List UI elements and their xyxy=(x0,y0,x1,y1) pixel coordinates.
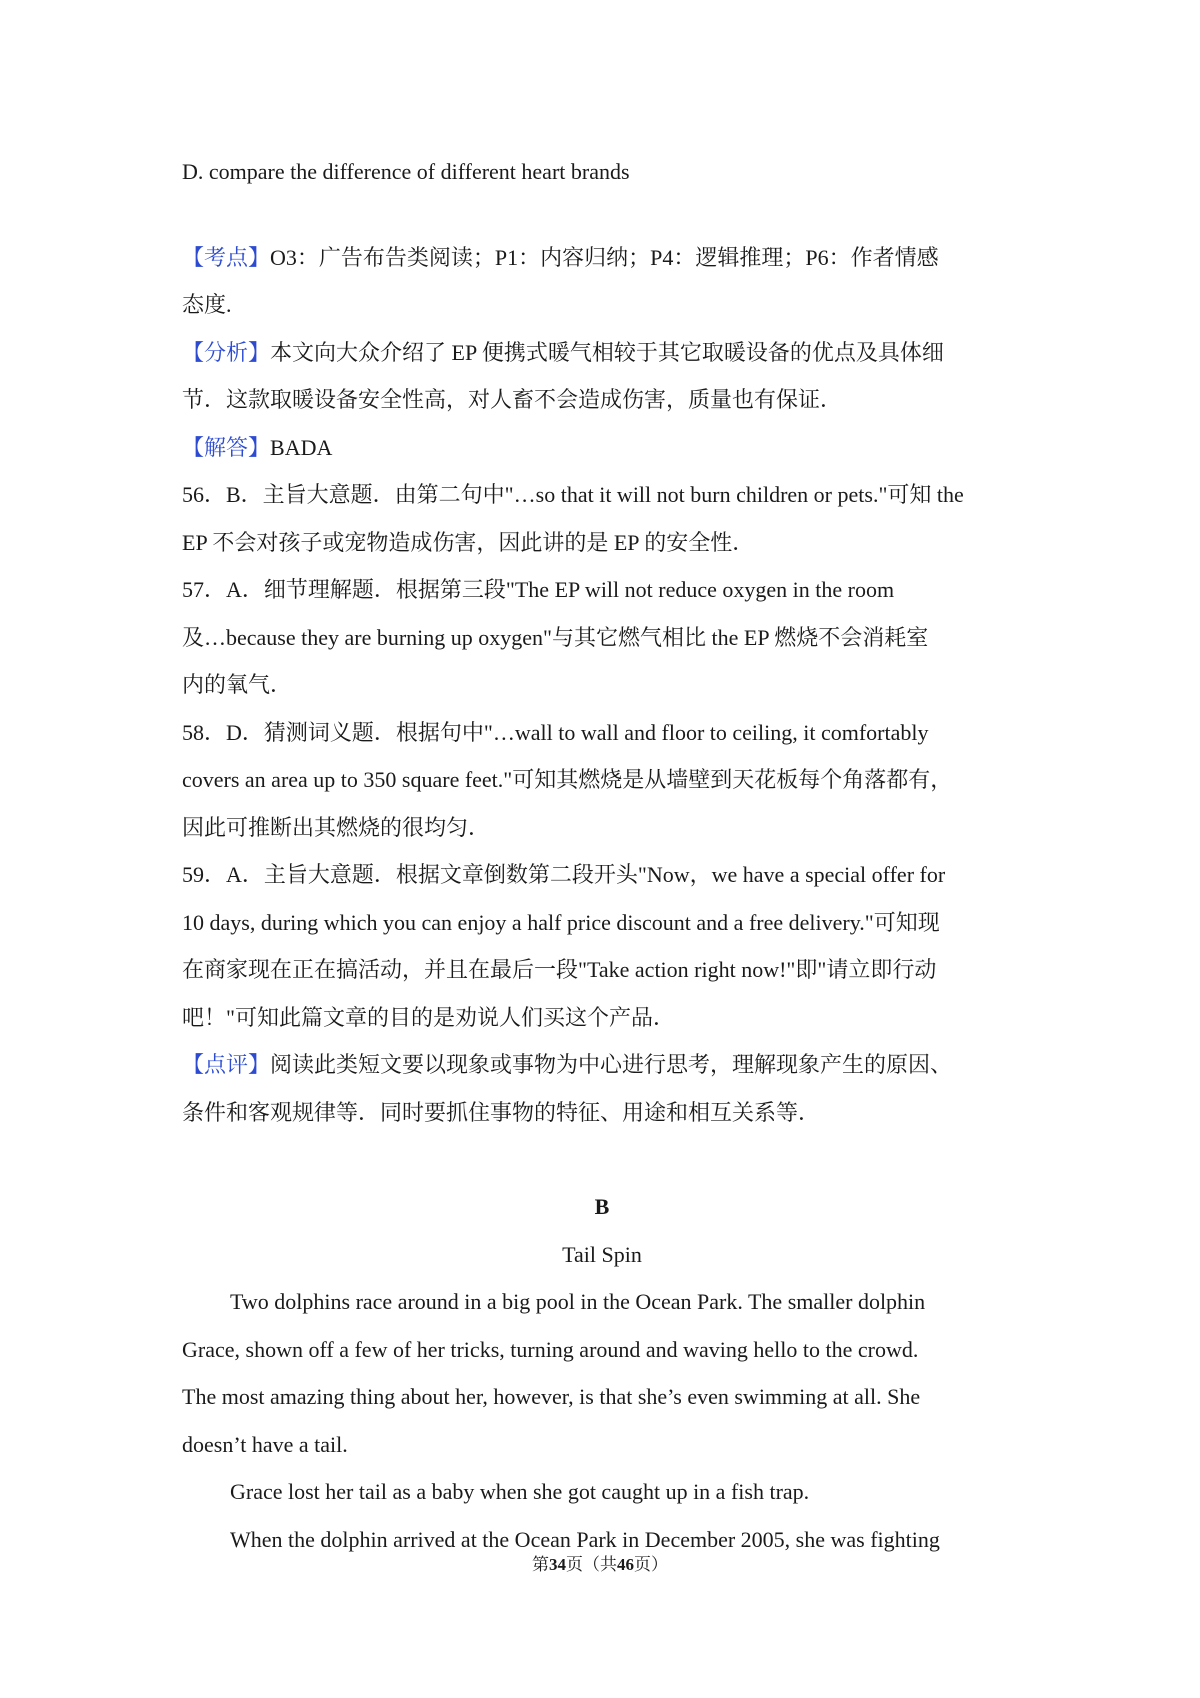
footer-middle: 页（共 xyxy=(566,1555,617,1574)
explanation-57-line-2: 及…because they are burning up oxygen"与其它燃气相比 the EP 燃烧不会消耗室 xyxy=(182,624,929,650)
kaodian-line-2: 态度. xyxy=(182,292,232,317)
passage-para1-line-1: Two dolphins race around in a big pool in the Ocean Park. The smaller dolphin xyxy=(230,1289,926,1314)
explanation-57-line-3: 内的氧气． xyxy=(182,672,293,697)
passage-para2: Grace lost her tail as a baby when she got caught up in a fish trap. xyxy=(230,1479,810,1504)
question-option-d: D. compare the difference of different heart brands xyxy=(182,159,630,184)
explanation-59-line-4: 吧！"可知此篇文章的目的是劝说人们买这个产品． xyxy=(182,1004,675,1030)
explanation-56-line-2: EP 不会对孩子或宠物造成伤害，因此讲的是 EP 的安全性． xyxy=(182,529,755,555)
explanation-58-line-3: 因此可推断出其燃烧的很均匀． xyxy=(182,814,491,840)
kaodian-line-1 xyxy=(182,234,1022,282)
page-footer xyxy=(0,1553,1200,1577)
fenxi-text: 本文向大众介绍了 EP 便携式暖气相较于其它取暖设备的优点及具体细 xyxy=(270,339,944,365)
footer-suffix: 页） xyxy=(634,1555,668,1574)
explanation-56-line-1: 56．B．主旨大意题．由第二句中"…so that it will not burn children or pets."可知 the xyxy=(182,482,964,507)
explanation-59-line-1: 59．A．主旨大意题．根据文章倒数第二段开头"Now，we have a special offer for xyxy=(182,862,946,887)
explanation-59-line-2: 10 days, during which you can enjoy a half price discount and a free delivery."可知现 xyxy=(182,909,940,935)
passage-title: Tail Spin xyxy=(562,1241,642,1267)
jieda-answer: BADA xyxy=(270,434,333,460)
fenxi-tag: 【分析】 xyxy=(182,339,271,365)
fenxi-line-2: 节．这款取暖设备安全性高，对人畜不会造成伤害，质量也有保证． xyxy=(182,387,843,412)
dianping-text: 阅读此类短文要以现象或事物为中心进行思考，理解现象产生的原因、 xyxy=(270,1052,953,1077)
fenxi-line-1 xyxy=(182,329,1022,377)
dianping-tag: 【点评】 xyxy=(182,1052,271,1077)
passage-para3-line-1: When the dolphin arrived at the Ocean Park in December 2005, she was fighting xyxy=(230,1526,940,1552)
section-letter: B xyxy=(594,1194,610,1219)
footer-total-pages: 46 xyxy=(617,1555,634,1574)
explanation-59-line-3: 在商家现在正在搞活动，并且在最后一段"Take action right now!"即"请立即行动 xyxy=(182,957,937,982)
explanation-58-line-2: covers an area up to 350 square feet."可知其燃烧是从墙壁到天花板每个角落都有， xyxy=(182,767,953,792)
explanation-58-line-1: 58．D．猜测词义题．根据句中"…wall to wall and floor to ceiling, it comfortably xyxy=(182,719,929,745)
kaodian-text: O3：广告布告类阅读；P1：内容归纳；P4：逻辑推理；P6：作者情感 xyxy=(270,244,939,270)
dianping-line-2: 条件和客观规律等．同时要抓住事物的特征、用途和相互关系等． xyxy=(182,1099,821,1125)
explanation-57-line-1: 57．A．细节理解题．根据第三段"The EP will not reduce oxygen in the room xyxy=(182,577,895,602)
passage-para1-line-3: The most amazing thing about her, however, is that she’s even swimming at all. She xyxy=(182,1384,921,1409)
jieda-tag: 【解答】 xyxy=(182,434,271,460)
passage-para1-line-4: doesn’t have a tail. xyxy=(182,1431,348,1457)
footer-prefix: 第 xyxy=(532,1555,549,1574)
passage-para1-line-2: Grace, shown off a few of her tricks, turning around and waving hello to the crowd. xyxy=(182,1336,919,1362)
dianping-line-1 xyxy=(182,1041,1022,1089)
kaodian-tag: 【考点】 xyxy=(182,244,271,270)
footer-page-number: 34 xyxy=(549,1555,566,1574)
document-body xyxy=(182,148,1022,1563)
jieda-line xyxy=(182,424,1022,472)
